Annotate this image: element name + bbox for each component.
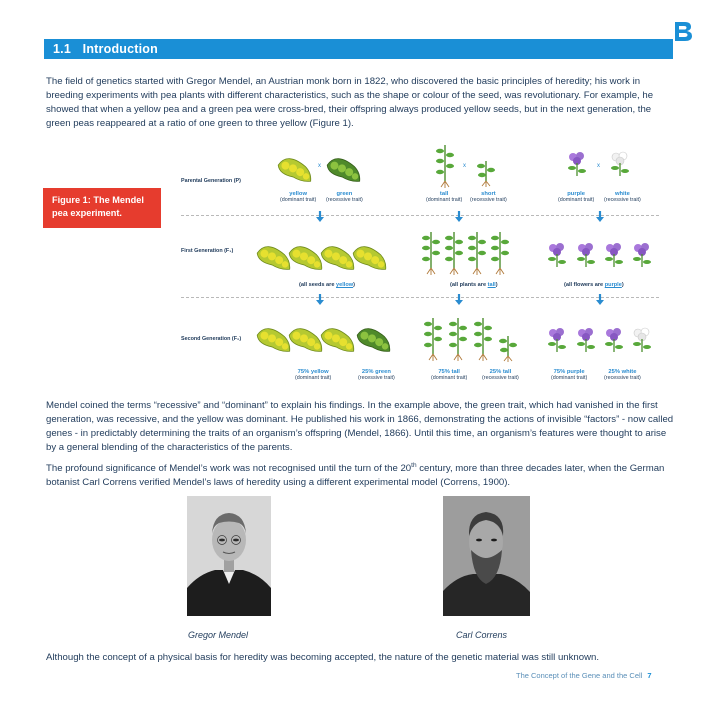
purple-flower-icon [548,328,566,352]
photo-caption: Gregor Mendel [188,630,249,640]
pea-pod-yellow-icon [287,243,327,272]
white-flower-icon [611,152,629,176]
arrow-down-icon [596,294,604,305]
cross-symbol: x [463,163,466,169]
section-title: Introduction [82,42,158,56]
tall-plant-icon [424,318,442,361]
tall-plant-icon [491,232,509,275]
parental-generation-label: Parental Generation (P) [181,178,241,184]
purple-flower-icon [577,328,595,352]
intro-paragraph: The field of genetics started with Gregor Mendel, an Austrian monk born in 1822, who discovered the basic principles of heredity; his work in breeding experiments with pea plants with different characteristics, such as the shape or colour of the seed, was revolutionary. For example, he showed that when a yellow pea and a green pea were cross-bred, their offspring always produced yellow seeds, but in the next generation, the green peas reappeared at a ratio of one green to three yellow (Figure 1). [46,76,654,129]
pea-pod-yellow-icon [319,243,359,272]
photo-caption: Carl Correns [456,630,508,640]
purple-flower-icon [633,243,651,267]
significance-paragraph: The profound significance of Mendel’s work was not recognised until the turn of the 20th century, more than three decades later, when the German botanist Carl Correns verified Mendel’s laws of heredity using a different experimental model (Correns, 1900). [46,461,665,488]
arrow-down-icon [596,211,604,222]
white-flower-icon [633,328,651,352]
cross-symbol: x [318,163,321,169]
pea-pod-yellow-icon [287,325,327,354]
trait-label: white (recessive trait) [604,191,641,203]
purple-flower-icon [568,152,586,176]
dominance-paragraph: Mendel coined the terms “recessive” and “dominant” to explain his findings. In the example above, the green trait, which had vanished in the first generation, was recessive, and the yellow was dominant. He published his work in 1866, demonstrating the actions of invisible “factors” - now called genes - in predictably determining the traits of an organism’s offspring (Mendel, 1866). Until this time, an organism’s features were thought to arise by a general blending of the characteristics of the parents. [46,400,674,453]
f1-caption-flowers: (all flowers are purple) [564,282,624,288]
arrow-down-icon [316,211,324,222]
short-plant-icon [499,336,517,362]
pea-pod-green-icon [325,155,365,184]
section-number: 1.1 [53,42,71,56]
trait-label: green (recessive trait) [326,191,363,203]
pea-pod-yellow-icon [319,325,359,354]
page-footer [516,671,652,680]
ratio-label: 25% tall (recessive trait) [482,369,519,381]
purple-flower-icon [605,328,623,352]
tall-plant-icon [449,318,467,361]
page-number: 7 [647,671,652,680]
pea-pod-yellow-icon [255,243,295,272]
tall-plant-icon [422,232,440,275]
trait-label: yellow (dominant trait) [280,191,317,203]
pea-pod-yellow-icon [276,155,316,184]
figure-label: Figure 1: The Mendel pea experiment. [43,188,161,228]
portrait-carl-correns [443,496,530,616]
ratio-label: 75% yellow (dominant trait) [295,369,332,381]
ratio-label: 25% white (recessive trait) [604,369,641,381]
tall-plant-icon [436,145,454,188]
tall-plant-icon [468,232,486,275]
tall-plant-icon [474,318,492,361]
trait-label: short (recessive trait) [470,191,507,203]
short-plant-icon [477,161,495,187]
f1-caption-seeds: (all seeds are yellow) [299,282,355,288]
purple-flower-icon [577,243,595,267]
pea-pod-green-icon [355,325,395,354]
ratio-label: 25% green (recessive trait) [358,369,395,381]
f1-caption-plants: (all plants are tall) [450,282,498,288]
tall-plant-icon [445,232,463,275]
portrait-gregor-mendel [187,496,271,616]
first-generation-label: First Generation (F₁) [181,248,234,254]
second-generation-label: Second Generation (F₂) [181,336,242,342]
footer-title: The Concept of the Gene and the Cell [516,671,643,680]
pea-pod-yellow-icon [351,243,391,272]
arrow-down-icon [316,294,324,305]
cross-symbol: x [597,163,600,169]
ratio-label: 75% purple (dominant trait) [551,369,588,381]
purple-flower-icon [605,243,623,267]
trait-label: purple (dominant trait) [558,191,595,203]
trait-label: tall (dominant trait) [426,191,463,203]
pea-pod-yellow-icon [255,325,295,354]
purple-flower-icon [548,243,566,267]
closing-paragraph: Although the concept of a physical basis for heredity was becoming accepted, the nature of the genetic material was still unknown. [46,652,600,663]
arrow-down-icon [455,211,463,222]
arrow-down-icon [455,294,463,305]
ratio-label: 75% tall (dominant trait) [431,369,468,381]
